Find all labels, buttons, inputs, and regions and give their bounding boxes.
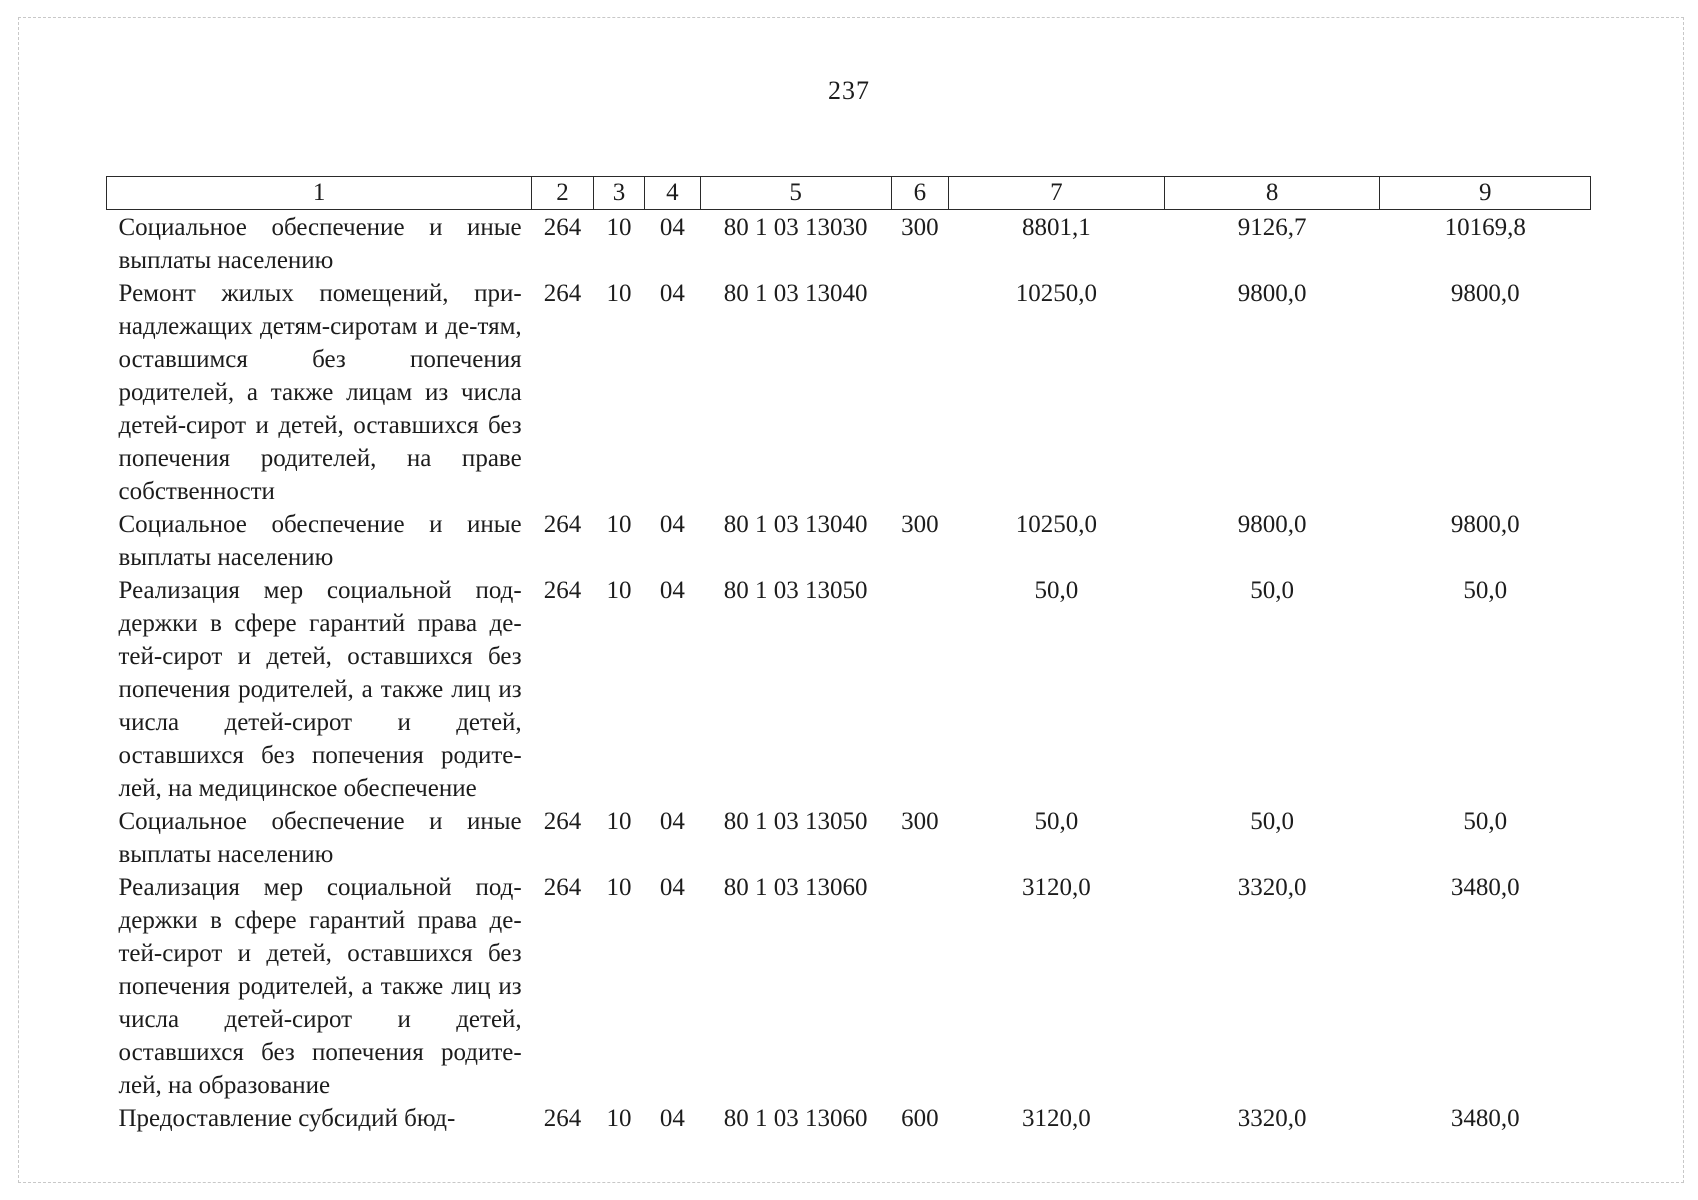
row-name: Реализация мер социальной под-держки в сфере гарантий права де-тей-сирот и детей, оставшихся без попечения родителей, а также лиц из числа детей-сирот и детей, оставшихся без попечения родите-лей, на медицинское обеспечение	[118, 577, 522, 802]
row-col-5: 80 1 03 13040	[723, 511, 868, 538]
row-col-6: 300	[901, 214, 939, 241]
row-col-9: 3480,0	[1450, 874, 1520, 901]
row-col-6: 600	[901, 1105, 939, 1132]
header-cell-2: 2	[532, 177, 594, 210]
header-cell-4: 4	[645, 177, 700, 210]
row-col-4: 04	[659, 511, 685, 538]
row-col-6: 300	[901, 511, 939, 538]
row-col-9: 9800,0	[1450, 511, 1520, 538]
header-cell-7: 7	[949, 177, 1165, 210]
page-number: 237	[828, 76, 870, 105]
table-row	[107, 508, 1591, 574]
row-col-3: 10	[606, 577, 632, 604]
row-col-4: 04	[659, 1105, 685, 1132]
row-col-6	[891, 871, 949, 1102]
header-row	[107, 177, 1591, 210]
row-col-9: 10169,8	[1444, 214, 1526, 241]
header-cell-3: 3	[593, 177, 644, 210]
header-cell-5: 5	[700, 177, 891, 210]
row-col-7: 3120,0	[1022, 874, 1091, 901]
row-name: Социальное обеспечение и иные выплаты населению	[118, 511, 522, 571]
table-header	[107, 177, 1591, 210]
table-row	[107, 574, 1591, 805]
table-body	[107, 210, 1591, 1136]
row-col-8: 50,0	[1250, 577, 1294, 604]
row-col-3: 10	[606, 280, 632, 307]
budget-table	[106, 176, 1591, 1135]
table-row	[107, 210, 1591, 278]
row-col-2: 264	[543, 874, 582, 901]
row-col-5: 80 1 03 13050	[723, 577, 868, 604]
row-col-3: 10	[606, 1105, 632, 1132]
table-row	[107, 277, 1591, 508]
row-col-8: 9800,0	[1237, 511, 1307, 538]
row-col-5: 80 1 03 13060	[723, 874, 868, 901]
row-col-8: 50,0	[1250, 808, 1294, 835]
row-col-4: 04	[659, 874, 685, 901]
row-col-7: 50,0	[1034, 577, 1079, 604]
row-col-2: 264	[543, 1105, 582, 1132]
row-name: Социальное обеспечение и иные выплаты населению	[118, 214, 522, 274]
row-col-4: 04	[659, 280, 685, 307]
header-cell-9: 9	[1380, 177, 1591, 210]
header-cell-8: 8	[1164, 177, 1380, 210]
row-col-8: 3320,0	[1237, 1105, 1307, 1132]
row-name: Предоставление субсидий бюд-	[118, 1105, 456, 1132]
row-col-9: 9800,0	[1450, 280, 1520, 307]
row-col-2: 264	[543, 280, 582, 307]
row-col-4: 04	[659, 577, 685, 604]
header-cell-6: 6	[891, 177, 949, 210]
row-col-9: 50,0	[1463, 577, 1508, 604]
row-col-7: 8801,1	[1022, 214, 1091, 241]
row-col-7: 10250,0	[1015, 511, 1098, 538]
row-col-3: 10	[606, 214, 632, 241]
row-col-5: 80 1 03 13040	[723, 280, 868, 307]
table-row	[107, 871, 1591, 1102]
table-row	[107, 805, 1591, 871]
row-col-6	[891, 277, 949, 508]
row-col-8: 9800,0	[1237, 280, 1307, 307]
row-col-5: 80 1 03 13050	[723, 808, 868, 835]
row-col-3: 10	[606, 511, 632, 538]
row-col-5: 80 1 03 13030	[723, 214, 868, 241]
table-row	[107, 1102, 1591, 1135]
row-col-7: 50,0	[1034, 808, 1079, 835]
row-name: Социальное обеспечение и иные выплаты населению	[118, 808, 522, 868]
row-col-3: 10	[606, 808, 632, 835]
row-col-9: 50,0	[1463, 808, 1508, 835]
row-col-2: 264	[543, 808, 582, 835]
row-col-8: 9126,7	[1237, 214, 1307, 241]
row-col-6: 300	[901, 808, 939, 835]
row-col-4: 04	[659, 808, 685, 835]
row-col-2: 264	[543, 511, 582, 538]
row-col-7: 3120,0	[1022, 1105, 1091, 1132]
header-cell-1: 1	[107, 177, 532, 210]
row-name: Реализация мер социальной под-держки в сфере гарантий права де-тей-сирот и детей, оставшихся без попечения родителей, а также лиц из числа детей-сирот и детей, оставшихся без попечения родите-лей, на образование	[118, 874, 522, 1099]
row-col-2: 264	[543, 214, 582, 241]
row-col-3: 10	[606, 874, 632, 901]
row-col-9: 3480,0	[1450, 1105, 1520, 1132]
row-col-6	[891, 574, 949, 805]
row-name: Ремонт жилых помещений, при-надлежащих детям-сиротам и де-тям, оставшимся без попечения родителей, а также лицам из числа детей-сирот и детей, оставшихся без попечения родителей, на праве собственности	[118, 280, 522, 505]
row-col-5: 80 1 03 13060	[723, 1105, 868, 1132]
row-col-2: 264	[543, 577, 582, 604]
row-col-4: 04	[659, 214, 685, 241]
row-col-8: 3320,0	[1237, 874, 1307, 901]
row-col-7: 10250,0	[1015, 280, 1098, 307]
